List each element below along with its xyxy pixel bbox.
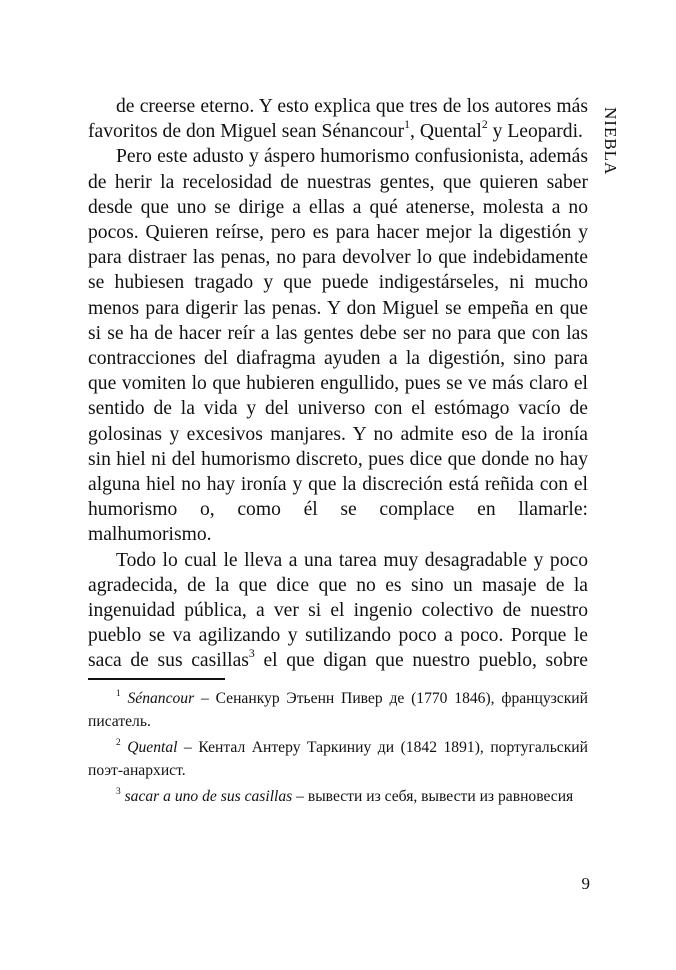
paragraph-text: Todo lo cual le lleva a una tarea muy desagradable y poco agradecida, de la que dice que no es sino un masaje de la ingenuidad pública, a ver si el ingenio colectivo de nuestro pueblo se va agilizando y sutilizando poco a poco. Porque le saca de sus casillas <box>88 549 588 672</box>
footnote-ref: 3 <box>248 647 255 661</box>
page-number: 9 <box>581 874 590 893</box>
footnote-term: Quental <box>127 739 178 756</box>
running-section-title: NIEBLA <box>601 107 620 176</box>
footnote-ref: 2 <box>481 118 488 132</box>
footnote-3 <box>88 786 588 809</box>
footnote-text: – вывести из себя, вывести из равновесия <box>292 788 574 805</box>
footnote-marker: 2 <box>116 737 121 748</box>
footnote-term: Sénancour <box>127 690 195 707</box>
footnote-text: – Кентал Антеру Таркиниу ди (1842 1891), португальский поэт-анархист. <box>88 739 588 779</box>
footnote-1 <box>88 688 588 733</box>
footnotes <box>88 688 588 813</box>
paragraph-2 <box>88 144 588 547</box>
main-text <box>88 94 588 674</box>
paragraph-text: Pero este adusto y áspero humorismo confusionista, además de herir la recelosidad de nuestras gentes, que quieren saber desde que uno se dirige a ellas a qué atenerse, molesta a no pocos. Quieren reírse, pero es para hacer mejor la digestión y para distraer las penas, no para devolver lo que indebidamente se hubiesen tragado y que puede indigestárseles, ni mucho menos para digerir las penas. Y don Miguel se empeña en que si se ha de hacer reír a las gentes debe ser no para que con las contracciones del diafragma ayuden a la digestión, sino para que vomiten lo que hubieren engullido, pues se ve más claro el sentido de la vida y del universo con el estómago vacío de golosinas y excesivos manjares. Y no admite eso de la ironía sin hiel ni del humorismo discreto, pues dice que donde no hay alguna hiel no hay ironía y que la discreción está reñida con el humorismo o, como él se complace en llamarle: malhumorismo. <box>88 146 588 546</box>
footnote-divider <box>88 678 225 680</box>
footnote-text: – Сенанкур Этьенн Пивер де (1770 1846), французский писатель. <box>88 690 588 730</box>
footnote-marker: 1 <box>116 688 121 699</box>
footnote-term: sacar a uno de sus casillas <box>124 788 293 805</box>
footnote-marker: 3 <box>116 786 121 797</box>
paragraph-text: , Quental <box>410 121 482 143</box>
paragraph-text: y Leopardi. <box>487 121 583 143</box>
paragraph-3 <box>88 548 588 674</box>
footnote-ref: 1 <box>404 118 411 132</box>
paragraph-text: de creerse eterno. Y esto explica que tres de los autores más favoritos de don Miguel sean Sénancour <box>88 96 588 143</box>
paragraph-text: el que digan que nuestro pueblo, sobre <box>254 650 588 672</box>
footnote-2 <box>88 737 588 782</box>
paragraph-1 <box>88 94 588 144</box>
